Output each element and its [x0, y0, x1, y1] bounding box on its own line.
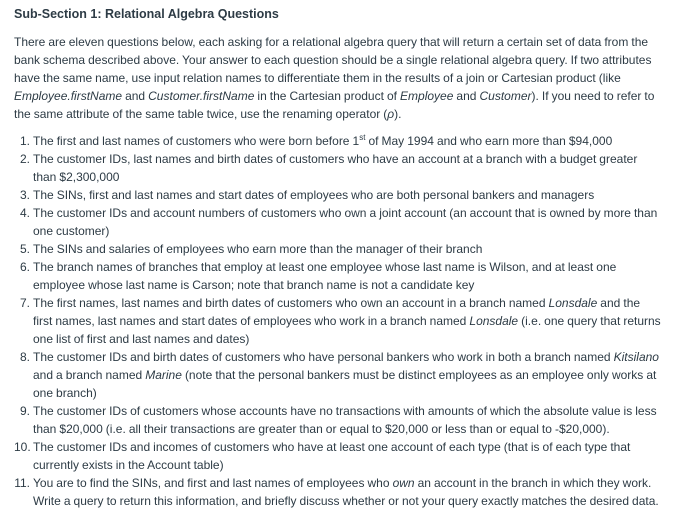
intro-text: ). If you need to refer to the same attribute of the same table twice, use the renaming operator ( — [14, 89, 655, 121]
intro-text: There are eleven questions below, each asking for a relational algebra query that will return a certain set of data from the bank schema described above. Your answer to each question should be a single relational algebra query. If two attributes have the same name, use input relation names to differentiate them in the results of a join or Cartesian product (like — [14, 35, 652, 85]
intro-text: ). — [394, 107, 402, 121]
question-item — [19, 186, 661, 204]
question-number: 11. — [14, 476, 30, 490]
question-list — [14, 132, 661, 510]
question-item — [14, 474, 661, 510]
question-text-part: and a branch named — [33, 368, 146, 382]
branch-name-emphasis: Lonsdale — [469, 314, 519, 328]
question-text-part: an account in the branch in which they work. Write a query to return this information, and briefly discuss whether or not your query exactly matches the desired data. — [33, 476, 659, 508]
question-text-part: (i.e. one query that returns one list of first and last names and dates) — [33, 314, 661, 346]
question-text: The SINs and salaries of employees who earn more than the manager of their branch — [33, 242, 483, 256]
branch-name-emphasis: Lonsdale — [548, 296, 598, 310]
question-item — [19, 348, 661, 402]
question-text — [33, 476, 659, 508]
question-text-part: (note that the personal bankers must be distinct employees as an employee only works at one branch) — [33, 368, 657, 400]
question-number: 10. — [14, 440, 31, 454]
intro-paragraph — [14, 33, 660, 123]
question-item — [19, 294, 661, 348]
question-item — [14, 438, 661, 474]
question-text-part: and the first names, last names and start dates of employees who work in a branch named — [33, 296, 641, 328]
question-text: The customer IDs and account numbers of customers who own a joint account (an account that is owned by more than one customer) — [33, 206, 658, 238]
intro-text: in the Cartesian product of — [254, 89, 401, 103]
question-number: 4. — [19, 206, 30, 220]
question-item — [19, 402, 661, 438]
question-number: 8. — [19, 350, 30, 364]
question-text — [33, 296, 661, 346]
question-item — [19, 258, 661, 294]
branch-name-emphasis: Marine — [145, 368, 182, 382]
question-text: The customer IDs and incomes of customers who have at least one account of each type (that is of each type that currently exists in the Account table) — [33, 440, 631, 472]
question-text: The customer IDs, last names and birth dates of customers who have an account at a branch with a budget greater than $2,300,000 — [33, 152, 638, 184]
question-text-part: The first and last names of customers who were born before 1 — [33, 134, 360, 148]
question-number: 2. — [19, 152, 30, 166]
question-text: The SINs, first and last names and start dates of employees who are both personal bankers and managers — [33, 188, 595, 202]
question-number: 5. — [19, 242, 30, 256]
question-number: 7. — [19, 296, 30, 310]
question-item — [19, 204, 661, 240]
question-number: 6. — [19, 260, 30, 274]
question-number: 3. — [19, 188, 30, 202]
intro-emphasis: Customer.firstName — [148, 89, 255, 103]
intro-text: and — [122, 89, 149, 103]
intro-text: and — [453, 89, 480, 103]
question-item — [19, 240, 661, 258]
section-title: Sub-Section 1: Relational Algebra Questions — [14, 7, 279, 21]
rho-symbol: ρ — [387, 107, 395, 121]
question-item — [19, 150, 661, 186]
question-item — [19, 132, 661, 150]
question-text — [33, 134, 612, 148]
question-text-part: The first names, last names and birth dates of customers who own an account in a branch named — [33, 296, 549, 310]
branch-name-emphasis: Kitsilano — [613, 350, 659, 364]
ordinal-superscript: st — [359, 133, 366, 142]
question-text-part: You are to find the SINs, and first and last names of employees who — [33, 476, 393, 490]
intro-emphasis: Employee — [400, 89, 454, 103]
question-number: 1. — [19, 134, 30, 148]
question-text: The customer IDs of customers whose accounts have no transactions with amounts of which the absolute value is less than $20,000 (i.e. all their transactions are greater than or equal to $20,000 or less than or equal to -$20,000). — [33, 404, 657, 436]
own-emphasis: own — [392, 476, 415, 490]
intro-emphasis: Employee.firstName — [14, 89, 123, 103]
question-text-part: of May 1994 and who earn more than $94,000 — [365, 134, 613, 148]
question-text — [33, 350, 659, 400]
question-text-part: The customer IDs and birth dates of customers who have personal bankers who work in both a branch named — [33, 350, 614, 364]
question-number: 9. — [19, 404, 30, 418]
question-text: The branch names of branches that employ at least one employee whose last name is Wilson, and at least one employee whose last name is Carson; note that branch name is not a candidate key — [33, 260, 617, 292]
intro-emphasis: Customer — [479, 89, 532, 103]
